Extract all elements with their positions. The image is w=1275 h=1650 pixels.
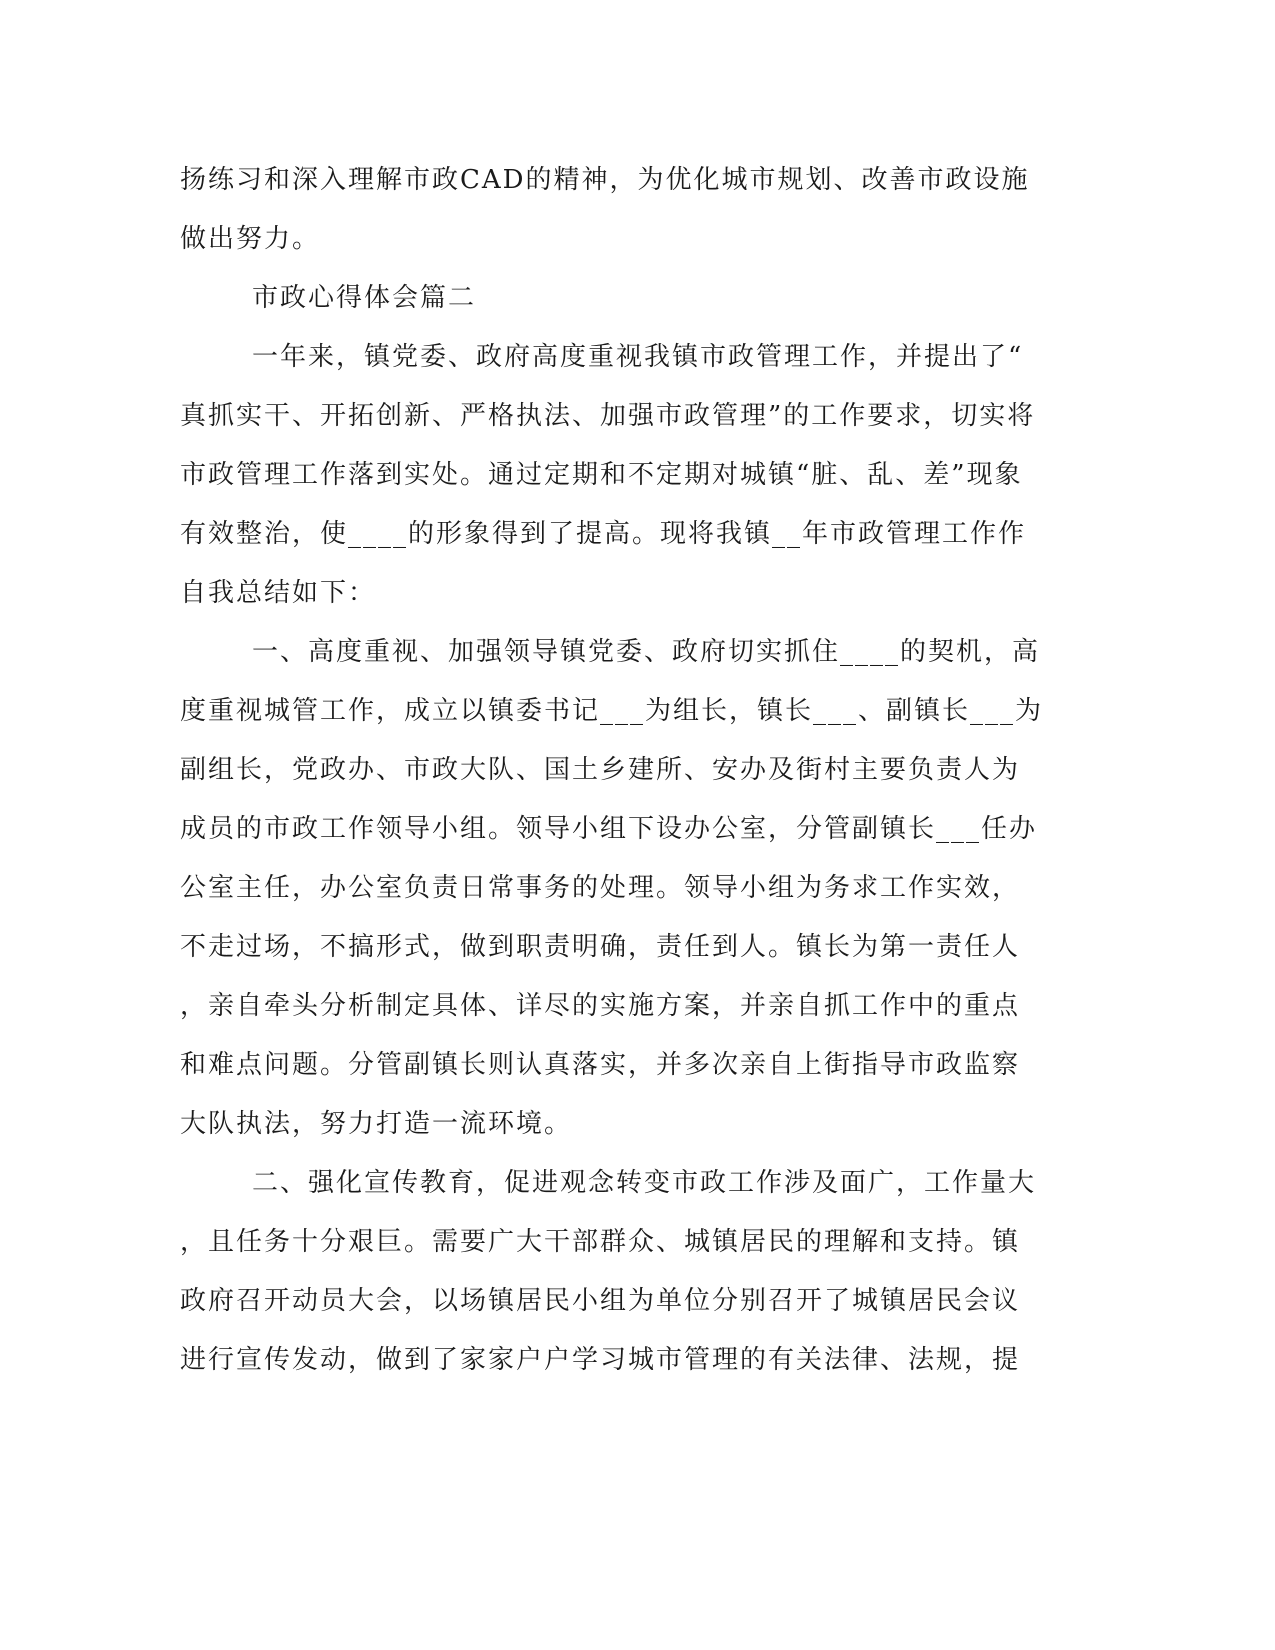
text-line: 真抓实干、开拓创新、严格执法、加强市政管理”的工作要求，切实将 (180, 401, 1036, 431)
text-line: 一年来，镇党委、政府高度重视我镇市政管理工作，并提出了“ (252, 342, 1024, 372)
text-line: 扬练习和深入理解市政CAD的精神，为优化城市规划、改善市政设施 (180, 165, 1030, 195)
text-line: 政府召开动员大会，以场镇居民小组为单位分别召开了城镇居民会议 (180, 1286, 1021, 1316)
text-line: 大队执法，努力打造一流环境。 (180, 1109, 573, 1139)
text-line: 二、强化宣传教育，促进观念转变市政工作涉及面广，工作量大 (252, 1168, 1037, 1198)
section-heading: 市政心得体会篇二 (252, 283, 477, 313)
text-line: 和难点问题。分管副镇长则认真落实，并多次亲自上街指导市政监察 (180, 1050, 1021, 1080)
text-line: ，亲自牵头分析制定具体、详尽的实施方案，并亲自抓工作中的重点 (180, 991, 1021, 1021)
text-line: ，且任务十分艰巨。需要广大干部群众、城镇居民的理解和支持。镇 (180, 1227, 1021, 1257)
text-line: 自我总结如下： (180, 578, 377, 608)
text-line: 成员的市政工作领导小组。领导小组下设办公室，分管副镇长___任办 (180, 814, 1038, 844)
text-line: 有效整治，使____的形象得到了提高。现将我镇__年市政管理工作作 (180, 519, 1027, 549)
text-line: 度重视城管工作，成立以镇委书记___为组长，镇长___、副镇长___为 (180, 696, 1044, 726)
text-line: 市政管理工作落到实处。通过定期和不定期对城镇“脏、乱、差”现象 (180, 460, 1023, 490)
text-line: 不走过场，不搞形式，做到职责明确，责任到人。镇长为第一责任人 (180, 932, 1021, 962)
text-line: 进行宣传发动，做到了家家户户学习城市管理的有关法律、法规，提 (180, 1345, 1021, 1375)
text-line: 一、高度重视、加强领导镇党委、政府切实抓住____的契机，高 (252, 637, 1041, 667)
text-line: 副组长，党政办、市政大队、国土乡建所、安办及街村主要负责人为 (180, 755, 1021, 785)
text-line: 做出努力。 (180, 224, 321, 254)
text-line: 公室主任，办公室负责日常事务的处理。领导小组为务求工作实效， (180, 873, 1021, 903)
